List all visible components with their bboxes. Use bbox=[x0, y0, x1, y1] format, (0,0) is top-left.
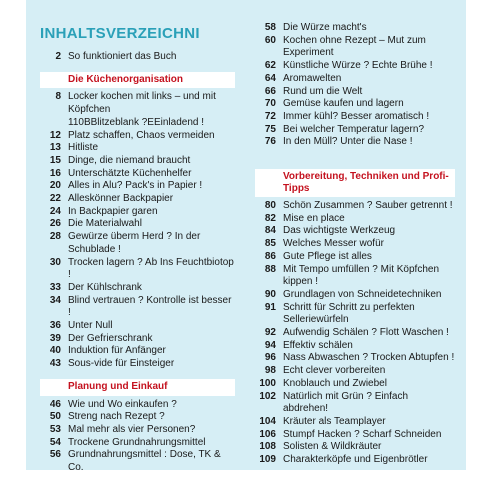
toc-page-number: 15 bbox=[49, 154, 61, 166]
toc-entry bbox=[40, 411, 235, 424]
toc-list-kuechenorganisation bbox=[40, 91, 235, 370]
toc-entry bbox=[40, 295, 235, 320]
toc-entry bbox=[40, 282, 235, 295]
toc-entry-title: Kräuter als Teamplayer bbox=[283, 415, 386, 427]
toc-entry-title: Der Gefrierschrank bbox=[68, 332, 153, 344]
toc-entry-title: Kochen ohne Rezept – Mut zum Experiment bbox=[283, 34, 426, 59]
toc-entry bbox=[255, 352, 455, 365]
toc-page-number: 24 bbox=[49, 205, 61, 217]
toc-page-number: 88 bbox=[264, 263, 276, 275]
toc-entry bbox=[40, 345, 235, 358]
toc-page-number: 98 bbox=[264, 365, 276, 377]
toc-entry-title: Effektiv schälen bbox=[283, 339, 353, 351]
toc-entry bbox=[40, 180, 235, 193]
toc-entry-title: Aufwendig Schälen ? Flott Waschen ! bbox=[283, 327, 449, 339]
toc-page-number: 94 bbox=[264, 339, 276, 351]
toc-entry-title: Locker kochen mit links – und mit Köpfchen bbox=[68, 91, 216, 116]
toc-entry-title: In den Müll? Unter die Nase ! bbox=[283, 136, 413, 148]
toc-page-number: 33 bbox=[49, 281, 61, 293]
toc-entry-title: Grundnahrungsmittel : Dose, TK & Co. bbox=[68, 449, 221, 474]
toc-entry bbox=[255, 124, 455, 137]
toc-entry bbox=[255, 73, 455, 86]
toc-entry bbox=[255, 429, 455, 442]
toc-entry bbox=[255, 213, 455, 226]
toc-entry bbox=[255, 86, 455, 99]
toc-page-number: 109 bbox=[259, 454, 276, 466]
toc-entry-title: Unterschätzte Küchenhelfer bbox=[68, 167, 192, 179]
toc-entry bbox=[255, 264, 455, 289]
toc-entry bbox=[40, 257, 235, 282]
toc-entry bbox=[40, 320, 235, 333]
toc-page-number: 13 bbox=[49, 142, 61, 154]
toc-entry bbox=[255, 238, 455, 251]
toc-page-number: 43 bbox=[49, 358, 61, 370]
toc-entry-title: Gute Pflege ist alles bbox=[283, 250, 372, 262]
toc-entry bbox=[255, 22, 455, 35]
toc-entry-title: Hitliste bbox=[68, 142, 99, 154]
toc-page-number: 34 bbox=[49, 294, 61, 306]
toc-page-number: 102 bbox=[259, 390, 276, 402]
toc-entry bbox=[40, 399, 235, 412]
toc-page-number: 72 bbox=[264, 110, 276, 122]
toc-entry bbox=[40, 117, 235, 130]
toc-page-number: 66 bbox=[264, 85, 276, 97]
section-heading-kuechenorganisation: Die Küchenorganisation bbox=[40, 72, 235, 89]
toc-page-number: 91 bbox=[264, 301, 276, 313]
toc-left-intro bbox=[40, 51, 235, 64]
toc-entry-title: In Backpapier garen bbox=[68, 205, 158, 217]
toc-entry-title: Schön Zusammen ? Sauber getrennt ! bbox=[283, 200, 453, 212]
toc-entry-title: Platz schaffen, Chaos vermeiden bbox=[68, 129, 215, 141]
toc-left-column bbox=[40, 22, 235, 475]
toc-entry bbox=[255, 378, 455, 391]
toc-entry-title: Sous-vide für Einsteiger bbox=[68, 358, 175, 370]
toc-entry-title: Rund um die Welt bbox=[283, 85, 363, 97]
toc-entry-title: Der Kühlschrank bbox=[68, 281, 142, 293]
toc-entry bbox=[255, 416, 455, 429]
toc-entry-title: Trocken lagern ? Ab Ins Feuchtbiotop ! bbox=[68, 256, 234, 281]
toc-entry-title: Wie und Wo einkaufen ? bbox=[68, 398, 177, 410]
toc-entry bbox=[40, 231, 235, 256]
toc-entry-title: Alleskönner Backpapier bbox=[68, 193, 174, 205]
toc-entry-title: Unter Null bbox=[68, 320, 113, 332]
toc-entry-title: Das wichtigste Werkzeug bbox=[283, 225, 396, 237]
toc-page-number: 53 bbox=[49, 423, 61, 435]
toc-page-number: 16 bbox=[49, 167, 61, 179]
toc-entry-title: Bei welcher Temperatur lagern? bbox=[283, 123, 425, 135]
toc-entry-title: Trockene Grundnahrungsmittel bbox=[68, 436, 206, 448]
toc-title: INHALTSVERZEICHNI bbox=[40, 25, 200, 42]
toc-entry-title: Knoblauch und Zwiebel bbox=[283, 377, 387, 389]
toc-page-number: 82 bbox=[264, 212, 276, 224]
toc-entry bbox=[255, 327, 455, 340]
toc-page-number: 46 bbox=[49, 398, 61, 410]
toc-entry-title: Nass Abwaschen ? Trocken Abtupfen ! bbox=[283, 352, 455, 364]
toc-entry-title: Mit Tempo umfüllen ? Mit Köpfchen kippen ! bbox=[283, 263, 440, 288]
toc-list-wuerze bbox=[255, 22, 455, 149]
toc-page-number: 20 bbox=[49, 180, 61, 192]
toc-page-number: 70 bbox=[264, 98, 276, 110]
toc-list-planung bbox=[40, 399, 235, 475]
toc-entry-title: Die Materialwahl bbox=[68, 218, 142, 230]
toc-entry-title: Natürlich mit Grün ? Einfach abdrehen! bbox=[283, 390, 409, 415]
section-heading-vorbereitung: Vorbereitung, Techniken und Profi-Tipps bbox=[255, 169, 455, 197]
toc-page-number: 40 bbox=[49, 345, 61, 357]
toc-entry-title: Stumpf Hacken ? Scharf Schneiden bbox=[283, 428, 442, 440]
toc-right-column bbox=[255, 22, 455, 467]
toc-page-number: 56 bbox=[49, 449, 61, 461]
toc-entry bbox=[40, 206, 235, 219]
toc-entry bbox=[255, 225, 455, 238]
toc-entry bbox=[255, 111, 455, 124]
toc-page-number: 80 bbox=[264, 200, 276, 212]
toc-entry bbox=[40, 130, 235, 143]
toc-page-number: 100 bbox=[259, 377, 276, 389]
toc-entry bbox=[255, 454, 455, 467]
toc-entry-title: Solisten & Wildkräuter bbox=[283, 441, 382, 453]
toc-page-number: 60 bbox=[264, 34, 276, 46]
toc-entry bbox=[255, 60, 455, 73]
toc-entry bbox=[40, 168, 235, 181]
toc-entry-title: Echt clever vorbereiten bbox=[283, 365, 386, 377]
toc-page-number: 96 bbox=[264, 352, 276, 364]
toc-entry bbox=[40, 358, 235, 371]
toc-page-number: 28 bbox=[49, 231, 61, 243]
toc-list-vorbereitung bbox=[255, 200, 455, 467]
toc-entry-title: Künstliche Würze ? Echte Brühe ! bbox=[283, 60, 433, 72]
toc-page-number: 85 bbox=[264, 238, 276, 250]
toc-page-number: 26 bbox=[49, 218, 61, 230]
toc-entry bbox=[40, 142, 235, 155]
toc-page-number: 22 bbox=[49, 193, 61, 205]
toc-entry-title: Dinge, die niemand braucht bbox=[68, 154, 191, 166]
toc-entry bbox=[40, 193, 235, 206]
toc-entry-title: Induktion für Anfänger bbox=[68, 345, 166, 357]
toc-entry-title: Grundlagen von Schneidetechniken bbox=[283, 288, 442, 300]
toc-entry-title: Blind vertrauen ? Kontrolle ist besser ! bbox=[68, 294, 232, 319]
toc-entry-title: Mise en place bbox=[283, 212, 345, 224]
toc-entry bbox=[255, 200, 455, 213]
toc-page-number: 84 bbox=[264, 225, 276, 237]
toc-page-number: 106 bbox=[259, 428, 276, 440]
toc-page-number: 36 bbox=[49, 320, 61, 332]
toc-page-number: 62 bbox=[264, 60, 276, 72]
toc-page-number: 30 bbox=[49, 256, 61, 268]
toc-entry bbox=[255, 365, 455, 378]
toc-entry bbox=[40, 218, 235, 231]
toc-entry bbox=[40, 333, 235, 346]
toc-page-number: 104 bbox=[259, 415, 276, 427]
toc-page-number: 75 bbox=[264, 123, 276, 135]
section-heading-planung: Planung und Einkauf bbox=[40, 379, 235, 396]
toc-page-number: 2 bbox=[55, 51, 61, 62]
toc-page-number: 76 bbox=[264, 136, 276, 148]
toc-entry bbox=[255, 136, 455, 149]
toc-page-number: 92 bbox=[264, 327, 276, 339]
toc-entry-title: Gemüse kaufen und lagern bbox=[283, 98, 404, 110]
toc-entry bbox=[255, 98, 455, 111]
toc-entry bbox=[255, 441, 455, 454]
toc-page-number: 54 bbox=[49, 436, 61, 448]
toc-entry-title: Die Würze macht's bbox=[283, 22, 367, 33]
toc-page-number: 8 bbox=[55, 91, 61, 103]
toc-entry bbox=[255, 289, 455, 302]
toc-entry-title: Charakterköpfe und Eigenbrötler bbox=[283, 454, 428, 466]
toc-page-number: 50 bbox=[49, 411, 61, 423]
toc-entry bbox=[255, 35, 455, 60]
toc-entry-title: Aromawelten bbox=[283, 72, 342, 84]
toc-page-number: 39 bbox=[49, 332, 61, 344]
toc-page-number: 12 bbox=[49, 129, 61, 141]
toc-entry-title: So funktioniert das Buch bbox=[68, 51, 177, 62]
toc-entry bbox=[255, 391, 455, 416]
toc-page-number bbox=[40, 117, 68, 130]
toc-entry-title: Schritt für Schritt zu perfekten Selleriewürfeln bbox=[283, 301, 415, 326]
toc-entry-title: Alles in Alu? Pack's in Papier ! bbox=[68, 180, 203, 192]
toc-entry bbox=[40, 155, 235, 168]
toc-entry bbox=[255, 340, 455, 353]
toc-page-number: 58 bbox=[264, 22, 276, 33]
toc-page-number: 64 bbox=[264, 72, 276, 84]
toc-page-number: 90 bbox=[264, 288, 276, 300]
toc-entry bbox=[255, 251, 455, 264]
toc-entry-title: 110BBlitzeblank ?EEinladend ! bbox=[68, 116, 205, 128]
toc-entry-title: Welches Messer wofür bbox=[283, 238, 384, 250]
toc-page-number: 86 bbox=[264, 250, 276, 262]
toc-entry-title: Gewürze überm Herd ? In der Schublade ! bbox=[68, 231, 201, 255]
toc-entry-title: Immer kühl? Besser aromatisch ! bbox=[283, 110, 430, 122]
toc-entry-title: Streng nach Rezept ? bbox=[68, 411, 165, 423]
toc-entry bbox=[255, 302, 455, 327]
toc-entry bbox=[40, 449, 235, 474]
toc-entry bbox=[40, 91, 235, 116]
toc-page-number: 108 bbox=[259, 441, 276, 453]
toc-entry-title: Mal mehr als vier Personen? bbox=[68, 423, 196, 435]
toc-entry bbox=[40, 437, 235, 450]
toc-entry bbox=[40, 424, 235, 437]
toc-entry bbox=[40, 51, 235, 64]
